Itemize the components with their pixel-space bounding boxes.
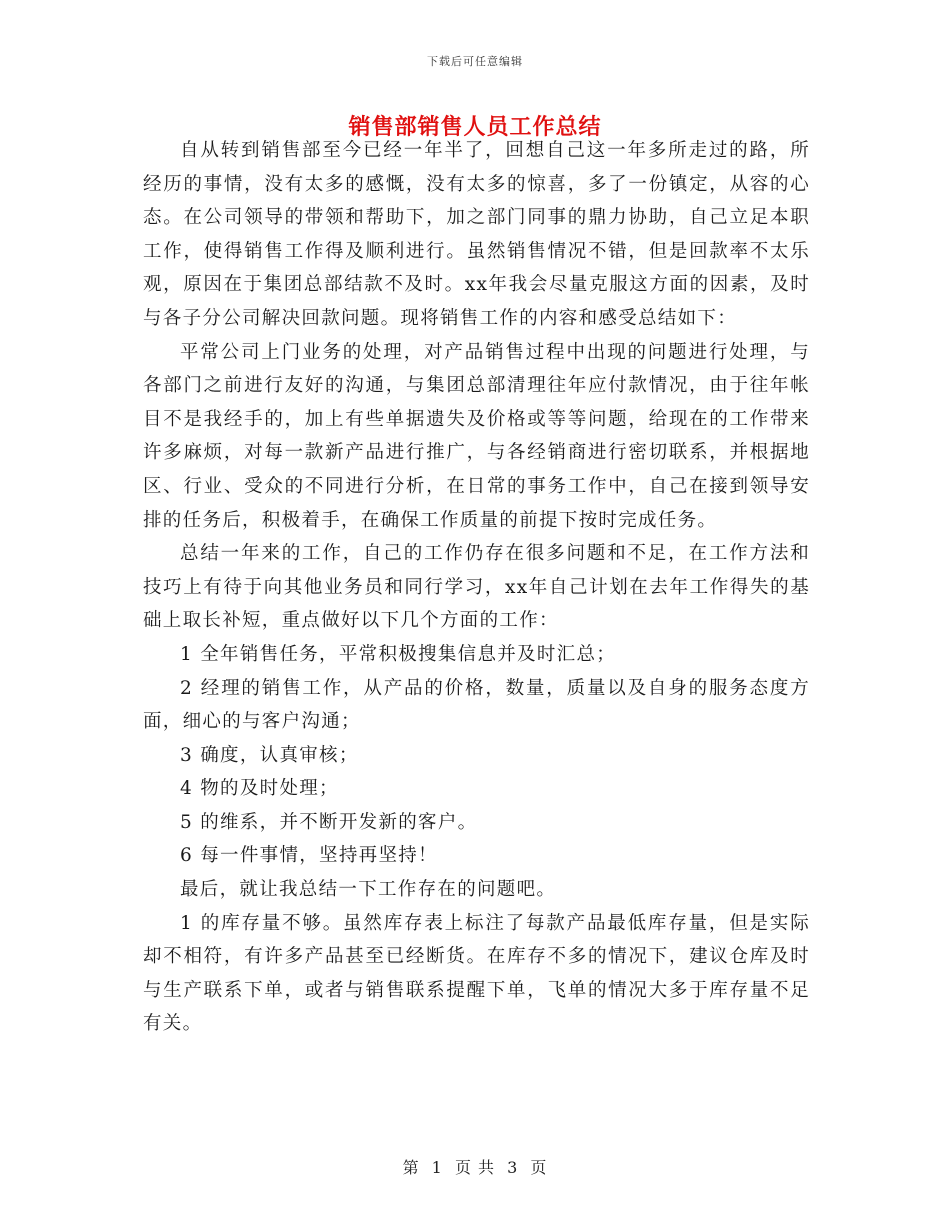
footer-mid: 页 共 bbox=[454, 1158, 496, 1177]
footer-prefix: 第 bbox=[402, 1158, 420, 1177]
footer-suffix: 页 bbox=[530, 1158, 548, 1177]
document-title: 销售部销售人员工作总结 bbox=[348, 114, 602, 140]
footer-total-pages: 3 bbox=[507, 1158, 519, 1177]
list-item-1: 1 全年销售任务，平常积极搜集信息并及时汇总； bbox=[180, 643, 617, 665]
list-item-4: 4 物的及时处理； bbox=[180, 778, 339, 800]
paragraph-intro: 自从转到销售部至今已经一年半了，回想自己这一年多所走过的路，所经历的事情，没有太多的感慨，没有太多的惊喜，多了一份镇定，从容的心态。在公司领导的带领和帮助下，加之部门同事的鼎力协助，自己立足本职工作，使得销售工作得及顺利进行。虽然销售情况不错，但是回款率不太乐观，原因在于集团总部结款不及时。xx年我会尽量克服这方面的因素，及时与各子分公司解决回款问题。现将销售工作的内容和感受总结如下： bbox=[143, 140, 810, 329]
list-item-6: 6 每一件事情，坚持再坚持！ bbox=[180, 845, 438, 867]
list-item-2: 2 经理的销售工作，从产品的价格，数量，质量以及自身的服务态度方面，细心的与客户沟通； bbox=[143, 677, 810, 733]
problem-item-1: 1 的库存量不够。虽然库存表上标注了每款产品最低库存量，但是实际却不相符，有许多产品甚至已经断货。在库存不多的情况下，建议仓库及时与生产联系下单，或者与销售联系提醒下单，飞单的情况大多于库存量不足有关。 bbox=[143, 912, 810, 1035]
document-body bbox=[143, 134, 810, 1041]
paragraph-summary: 总结一年来的工作，自己的工作仍存在很多问题和不足，在工作方法和技巧上有待于向其他业务员和同行学习，xx年自己计划在去年工作得失的基础上取长补短，重点做好以下几个方面的工作： bbox=[143, 543, 810, 632]
header-note: 下载后可任意编辑 bbox=[427, 55, 523, 68]
paragraph-problems-intro: 最后，就让我总结一下工作存在的问题吧。 bbox=[180, 879, 557, 901]
page-footer bbox=[0, 1155, 950, 1178]
paragraph-daily-work: 平常公司上门业务的处理，对产品销售过程中出现的问题进行处理，与各部门之前进行友好的沟通，与集团总部清理往年应付款情况，由于往年帐目不是我经手的，加上有些单据遗失及价格或等等问题，给现在的工作带来许多麻烦，对每一款新产品进行推广，与各经销商进行密切联系，并根据地区、行业、受众的不同进行分析，在日常的事务工作中，自己在接到领导安排的任务后，积极着手，在确保工作质量的前提下按时完成任务。 bbox=[143, 341, 810, 531]
list-item-5: 5 的维系，并不断开发新的客户。 bbox=[180, 811, 478, 833]
footer-current-page: 1 bbox=[431, 1158, 443, 1177]
list-item-3: 3 确度，认真审核； bbox=[180, 744, 359, 766]
